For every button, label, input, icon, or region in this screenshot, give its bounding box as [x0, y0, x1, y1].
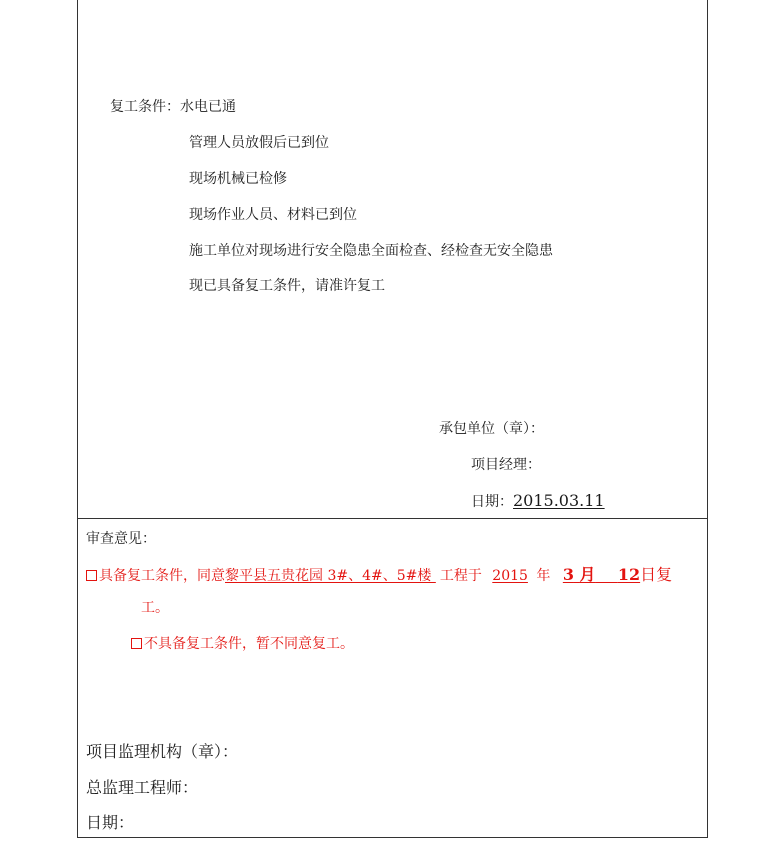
review-option-approve — [86, 565, 672, 585]
condition-item: 现场作业人员、材料已到位 — [189, 207, 357, 223]
option1-prefix: 具备复工条件，同意 — [99, 568, 225, 584]
date-label: 日期： — [471, 494, 513, 510]
supervisor-org-label: 项目监理机构（章）： — [86, 742, 239, 761]
review-date-label: 日期： — [86, 813, 135, 832]
condition-item: 施工单位对现场进行安全隐患全面检查、经检查无安全隐患 — [189, 243, 553, 259]
day-suffix: 日复 — [640, 565, 673, 584]
conditions-line-1 — [110, 98, 236, 116]
chief-engineer-label: 总监理工程师： — [86, 778, 199, 797]
condition-item: 水电已通 — [180, 99, 236, 115]
condition-item: 管理人员放假后已到位 — [189, 135, 329, 151]
form-frame — [77, 0, 708, 838]
reject-checkbox[interactable] — [131, 638, 142, 649]
application-date — [471, 491, 605, 511]
year-unit: 年 — [536, 568, 551, 584]
resume-month: 3 — [562, 565, 574, 584]
approve-checkbox[interactable] — [86, 570, 97, 581]
review-title: 审查意见： — [86, 531, 156, 547]
project-name: 黎平县五贵花园 3#、4#、5#楼 — [225, 568, 436, 584]
option2-text: 不具备复工条件，暂不同意复工。 — [144, 636, 354, 652]
condition-item: 现场机械已检修 — [189, 171, 287, 187]
option1-mid: 工程于 — [439, 568, 482, 584]
resume-year: 2015 — [492, 568, 528, 584]
resume-day: 12 — [617, 565, 641, 584]
resume-month-field — [563, 565, 640, 584]
conditions-label: 复工条件： — [110, 99, 180, 115]
month-unit: 月 — [579, 565, 596, 584]
project-manager-label: 项目经理： — [471, 457, 541, 473]
option1-wrap: 工。 — [141, 600, 169, 616]
section-divider — [77, 518, 708, 519]
review-option-reject — [131, 635, 354, 653]
contractor-label: 承包单位（章）： — [439, 421, 544, 437]
condition-item: 现已具备复工条件，请准许复工 — [189, 278, 385, 294]
date-value: 2015.03.11 — [513, 491, 605, 510]
